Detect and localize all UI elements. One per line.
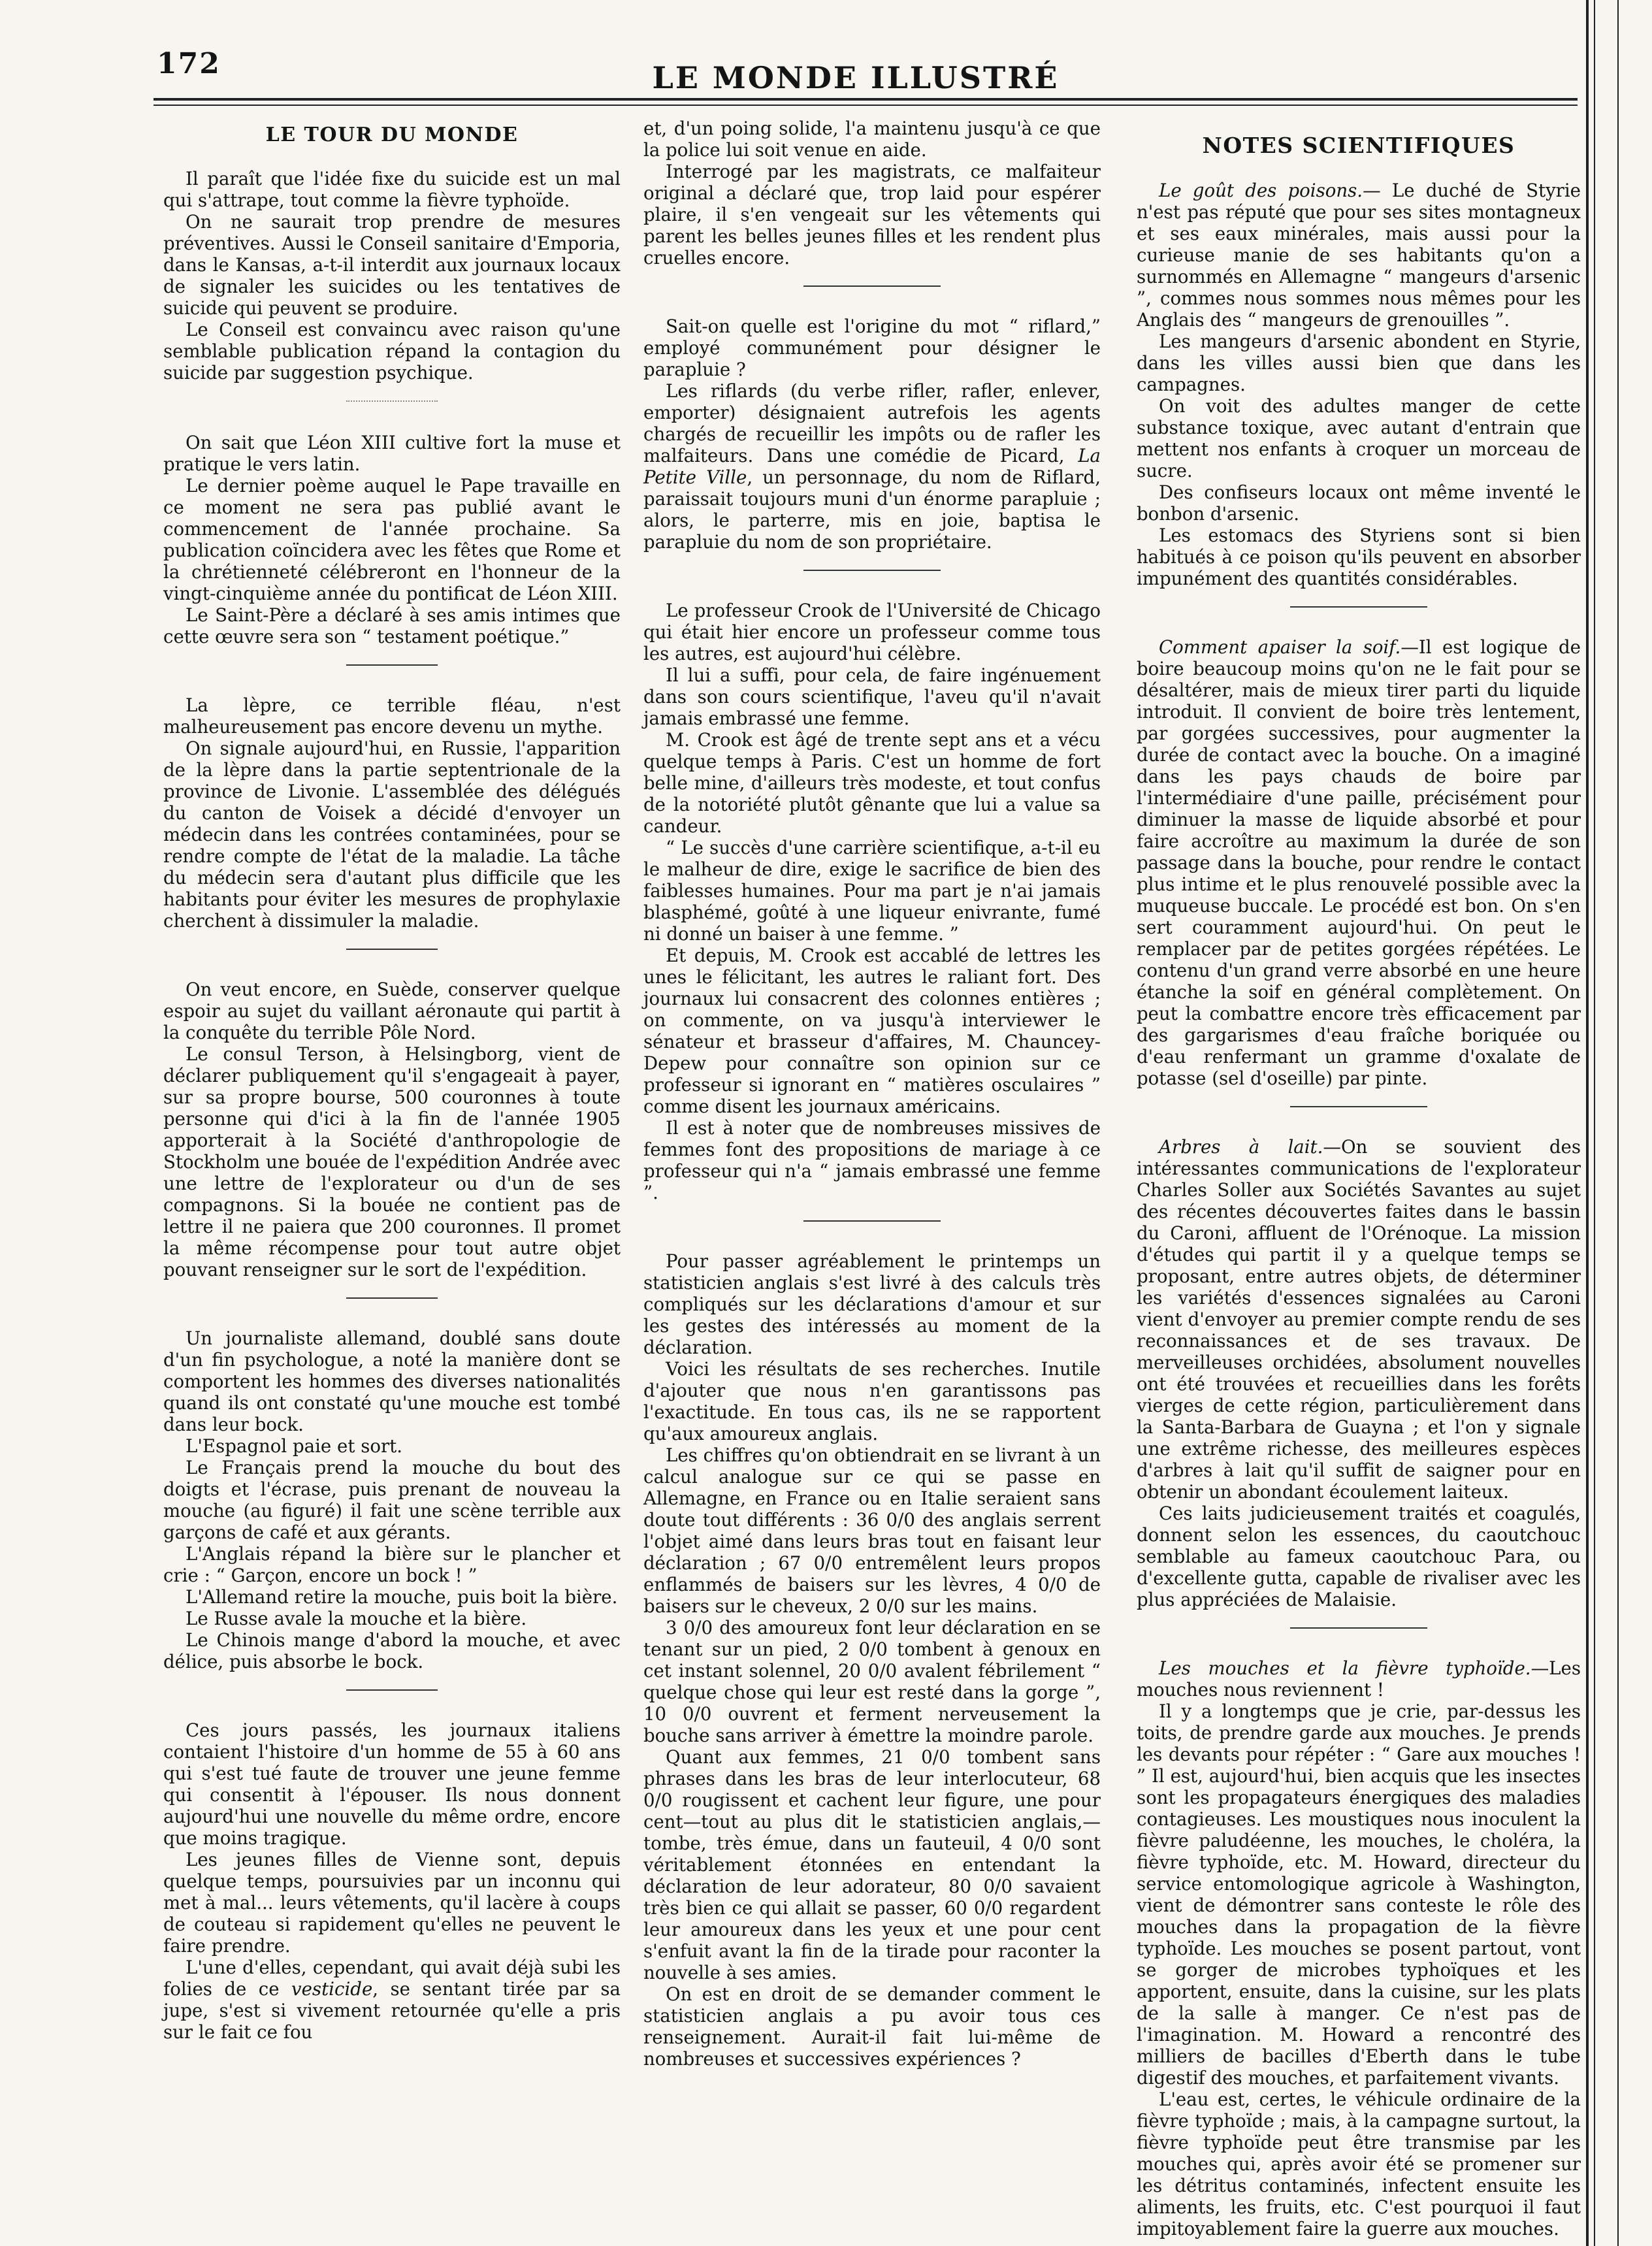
paragraph: Le consul Terson, à Helsingborg, vient de déclarer publiquement qu'il s'engageait à payer, sur sa propre bourse, 500 couronnes à toute personne qui d'ici à la fin de l'année 1905 apporterait à la Société d'anthropologie de Stockholm une bouée de l'expédition Andrée avec une lettre de l'explorateur ou d'un de ses compagnons. Si la bouée ne contient pas de lettre il ne paiera que 200 couronnes. Il promet la même récompense pour tout autre objet pouvant renseigner sur le sort de l'expédition. — [163, 1043, 621, 1280]
paragraph: Des confiseurs locaux ont même inventé le bonbon d'arsenic. — [1137, 481, 1581, 525]
paragraph — [1137, 180, 1581, 331]
text-run: L'une d'elles, cependant, qui avait déjà subi les folies de ce — [163, 1957, 621, 2000]
section-heading: NOTES SCIENTIFIQUES — [1202, 133, 1515, 158]
paragraph: Voici les résultats de ses recherches. Inutile d'ajouter que nous n'en garantissons pas l'exactitude. En tous cas, ils ne se rapportent qu'aux amoureux anglais. — [643, 1358, 1101, 1444]
column-middle — [643, 118, 1101, 2208]
paragraph: Le Russe avale la mouche et la bière. — [186, 1608, 527, 1629]
paragraph: Interrogé par les magistrats, ce malfaiteur original a déclaré que, trop laid pour espérer plaire, il s'en vengeait sur les vêtements qui parent les belles jeunes filles et les rendent plus cruelles encore. — [643, 161, 1101, 269]
text-run: — Le duché de Styrie n'est pas réputé que pour ses sites montagneux et ses eaux minérales, mais aussi pour la curieuse manie de ses habitants qu'on a surnommés en Allemagne “ mangeurs d'arsenic ”, commes nous sommes nous mêmes pour les Anglais des “ mangeurs de grenouilles ”. — [1137, 180, 1581, 331]
paragraph: M. Crook est âgé de trente sept ans et a vécu quelque temps à Paris. C'est un homme de fort belle mine, d'ailleurs très modeste, et tout confus de la notoriété plutôt gênante que lui a value sa candeur. — [643, 729, 1101, 837]
paragraph — [643, 380, 1101, 553]
paragraph: Et depuis, M. Crook est accablé de lettres les unes le félicitant, les autres le raliant fort. Des journaux lui consacrent des colonnes entières ; on commente, on va jusqu'à interviewer le sénateur et brasseur d'affaires, M. Chauncey-Depew pour connaître son opinion sur ce professeur si ignorant en “ matières osculaires ” comme disent les journaux américains. — [643, 945, 1101, 1117]
paragraph: Ces laits judicieusement traités et coagulés, donnent selon les essences, du caoutchouc semblable au fameux caoutchouc Para, ou d'excellente gutta, capable de rivaliser avec les plus appréciées de Malaisie. — [1137, 1503, 1581, 1610]
page-number: 172 — [157, 47, 221, 80]
paragraph: Les estomacs des Styriens sont si bien habitués à ce poison qu'ils peuvent en absorber impunément des quantités considérables. — [1137, 525, 1581, 589]
paragraph: On voit des adultes manger de cette substance toxique, avec autant d'entrain que mettent nos enfants à croquer un morceau de sucre. — [1137, 395, 1581, 481]
paragraph: Les chiffres qu'on obtiendrait en se livrant à un calcul analogue sur ce qui se passe en Allemagne, en France ou en Italie seraient sans doute tout différents : 36 0/0 des anglais serrent l'objet aimé dans leurs bras tout en faisant leur déclaration ; 67 0/0 entremêlent leurs propos enflammés de baisers sur les lèvres, 4 0/0 de baisers sur le cheveux, 2 0/0 sur les mains. — [643, 1444, 1101, 1617]
page-border — [1586, 0, 1589, 2246]
note-title: Les mouches et la fièvre typhoïde. — [1159, 1657, 1531, 1679]
text-run: , un personnage, du nom de Riflard, paraissait toujours muni d'un énorme parapluie ; alors, le parterre, mis en joie, baptisa le parapluie du nom de son propriétaire. — [643, 466, 1101, 553]
paragraph: Un journaliste allemand, doublé sans doute d'un fin psychologue, a noté la manière dont se comportent les hommes des diverses nationalités quand ils ont constaté qu'une mouche est tombé dans leur bock. — [163, 1327, 621, 1435]
paragraph: On est en droit de se demander comment le statisticien anglais a pu avoir tous ces renseignement. Aurait-il fait lui-même de nombreuses et successives expériences ? — [643, 1983, 1101, 2070]
separator — [803, 1220, 941, 1222]
paragraph: “ Le succès d'une carrière scientifique, a-t-il eu le malheur de dire, exige le sacrifice de bien des faiblesses humaines. Pour ma part je n'ai jamais blasphémé, goûté à une liqueur enivrante, fumé ni donné un baiser à une femme. ” — [643, 837, 1101, 945]
separator — [1290, 1627, 1427, 1629]
page-border — [1594, 0, 1595, 2246]
separator — [346, 664, 438, 666]
paragraph: Les mangeurs d'arsenic abondent en Styrie, dans les villes aussi bien que dans les campagnes. — [1137, 331, 1581, 395]
text-run: —On se souvient des intéressantes communications de l'explorateur Charles Soller aux Sociétés Savantes au sujet des récentes découvertes faites dans le bassin du Caroni, affluent de l'Orénoque. La mission d'études qui partit il y a quelque temps se proposant, entre autres objets, de déterminer les variétés d'essences signalées au Caroni vient d'envoyer au premier compte rendu de ses reconnaissances et de ses travaux. De merveilleuses orchidées, absolument nouvelles ont été trouvées et recueillies dans les forêts vierges de cette région, particulièrement dans la Santa-Barbara de Guayna ; et l'on y signale une extrême richesse, des meilleures espèces d'arbres à lait qu'il suffit de saigner pour en obtenir un abondant écoulement laiteux. — [1137, 1136, 1581, 1503]
paragraph: Le Chinois mange d'abord la mouche, et avec délice, puis absorbe le bock. — [163, 1629, 621, 1672]
paragraph: L'eau est, certes, le véhicule ordinaire de la fièvre typhoïde ; mais, à la campagne surtout, la fièvre typhoïde peut être transmise par les mouches qui, après avoir été se promener sur les détritus contaminés, infectent ensuite les aliments, les fruits, etc. C'est pourquoi il faut impitoyablement faire la guerre aux mouches. — [1137, 2089, 1581, 2239]
paragraph: 3 0/0 des amoureux font leur déclaration en se tenant sur un pied, 2 0/0 tombent à genoux en cet instant solennel, 20 0/0 avalent fébrilement “ quelque chose qui leur est resté dans la gorge ”, 10 0/0 ouvrent et ferment nerveusement la bouche sans arriver à émettre la moindre parole. — [643, 1617, 1101, 1746]
paragraph: Il paraît que l'idée fixe du suicide est un mal qui s'attrape, tout comme la fièvre typhoïde. — [163, 168, 621, 211]
paragraph: Il lui a suffi, pour cela, de faire ingénuement dans son cours scientifique, l'aveu qu'il n'avait jamais embrassé une femme. — [643, 664, 1101, 729]
separator — [803, 285, 941, 287]
masthead: LE MONDE ILLUSTRÉ — [652, 60, 1060, 95]
separator — [346, 1689, 438, 1691]
paragraph: On ne saurait trop prendre de mesures préventives. Aussi le Conseil sanitaire d'Emporia, dans le Kansas, a-t-il interdit aux journaux locaux de signaler les suicides ou les tentatives de suicide qui peuvent se produire. — [163, 211, 621, 319]
paragraph: La lèpre, ce terrible fléau, n'est malheureusement pas encore devenu un mythe. — [163, 694, 621, 738]
column-notes-scientifiques — [1137, 118, 1581, 2239]
header-rule — [154, 98, 1578, 101]
separator — [1290, 606, 1427, 608]
text-run: —Il est logique de boire beaucoup moins qu'on ne le fait pour se désaltérer, mais de mieux tirer parti du liquide introduit. Il convient de boire très lentement, par gorgées successives, pour augmenter la durée de contact avec la bouche. On a imaginé dans les pays chauds de boire par l'intermédiaire d'une paille, précisément pour diminuer la masse de liquide absorbé et pour faire accroître au maximum la durée de son passage dans la bouche, pour rendre le contact plus intime et le plus renouvelé possible avec la muqueuse buccale. Le procédé est bon. On s'en sert couramment aujourd'hui. On peut le remplacer par de petites gorgées répétées. Le contenu d'un grand verre absorbé en une heure étanche la soif en général complètement. On peut la combattre encore très efficacement par des gargarismes d'eau fraîche boriquée ou d'eau renfermant un gramme d'oxalate de potasse (sel d'oseille) par pinte. — [1137, 636, 1581, 1089]
paragraph: Le dernier poème auquel le Pape travaille en ce moment ne sera pas publié avant le commencement de l'année prochaine. Sa publication coïncidera avec les fêtes que Rome et la chrétienneté célébreront en l'honneur de la vingt-cinquième année du pontificat de Léon XIII. — [163, 475, 621, 604]
paragraph: Le professeur Crook de l'Université de Chicago qui était hier encore un professeur comme tous les autres, est aujourd'hui célèbre. — [643, 600, 1101, 664]
header-rule-thin — [154, 105, 1578, 106]
paragraph — [1137, 1657, 1581, 1701]
italic-title: La Petite Ville — [643, 445, 1101, 488]
paragraph: Sait-on quelle est l'origine du mot “ riflard,” employé communément pour désigner le parapluie ? — [643, 316, 1101, 380]
separator — [346, 949, 438, 950]
paragraph: Il y a longtemps que je crie, par-dessus les toits, de prendre garde aux mouches. Je prends les devants pour répéter : “ Gare aux mouches ! ” Il est, aujourd'hui, bien acquis que les insectes sont les propagateurs énergiques des maladies contagieuses. Les moustiques nous inoculent la fièvre paludéenne, les mouches, le choléra, la fièvre typhoïde, etc. M. Howard, directeur du service entomologique agricole à Washington, vient de démontrer sans conteste le rôle des mouches dans la propagation de la fièvre typhoïde. Les mouches se posent partout, vont se gorger de microbes typhoïques et les apportent, ensuite, dans la cuisine, sur les plats de la salle à manger. Ce n'est pas de l'imagination. M. Howard a rencontré des milliers de bacilles d'Eberth dans le tube digestif des mouches, et parfaitement vivants. — [1137, 1701, 1581, 2089]
note-title: Arbres à lait. — [1159, 1136, 1323, 1158]
text-run: —Les mouches nous reviennent ! — [1137, 1657, 1581, 1701]
note-title: Le goût des poisons. — [1159, 180, 1363, 201]
paragraph: Pour passer agréablement le printemps un statisticien anglais s'est livré à des calculs très compliqués sur les déclarations d'amour et sur les gestes des intéressés au moment de la déclaration. — [643, 1250, 1101, 1358]
separator — [346, 400, 438, 403]
paragraph: Quant aux femmes, 21 0/0 tombent sans phrases dans les bras de leur interlocuteur, 68 0/0 rougissent et cachent leur figure, une pour cent—tout au plus dit le statisticien anglais,—tombe, très émue, dans un fauteuil, 4 0/0 sont véritablement étonnées en entendant la déclaration de leur adorateur, 80 0/0 savaient très bien ce qui allait se passer, 60 0/0 regardent leur amoureux dans les yeux et une pour cent s'enfuit avant la fin de la tirade pour raconter la nouvelle à ses amies. — [643, 1746, 1101, 1983]
text-run: , se sentant tirée par sa jupe, s'est si vivement retournée qu'elle a pris sur le fait ce fou — [163, 1978, 621, 2043]
paragraph — [1137, 636, 1581, 1089]
page-border — [1617, 0, 1619, 2246]
paragraph: On signale aujourd'hui, en Russie, l'apparition de la lèpre dans la partie septentrionale de la province de Livonie. L'assemblée des délégués du canton de Voisek a décidé d'envoyer un médecin dans les contrées contaminées, pour se rendre compte de l'état de la maladie. La tâche du médecin sera d'autant plus difficile que les habitants pour éviter les mesures de prophylaxie cherchent à dissimuler la maladie. — [163, 738, 621, 932]
note-title: Comment apaiser la soif. — [1159, 636, 1401, 658]
paragraph: Le Saint-Père a déclaré à ses amis intimes que cette œuvre sera son “ testament poétique.” — [163, 604, 621, 647]
paragraph: Il est à noter que de nombreuses missives de femmes font des propositions de mariage à ce professeur qui n'a “ jamais embrassé une femme ”. — [643, 1117, 1101, 1203]
separator — [803, 570, 941, 571]
separator — [1290, 1106, 1427, 1107]
paragraph: Ces jours passés, les journaux italiens contaient l'histoire d'un homme de 55 à 60 ans qui s'est tué faute de trouver une jeune femme qui consentit à l'épouser. Ils nous donnent aujourd'hui une nouvelle du même ordre, encore que moins tragique. — [163, 1719, 621, 1849]
section-heading: LE TOUR DU MONDE — [265, 123, 519, 146]
paragraph: On veut encore, en Suède, conserver quelque espoir au sujet du vaillant aéronaute qui partit à la conquête du terrible Pôle Nord. — [163, 979, 621, 1043]
separator — [346, 1297, 438, 1299]
paragraph — [1137, 1136, 1581, 1503]
paragraph: Le Conseil est convaincu avec raison qu'une semblable publication répand la contagion du suicide par suggestion psychique. — [163, 319, 621, 383]
paragraph: Les jeunes filles de Vienne sont, depuis quelque temps, poursuivies par un inconnu qui met à mal... leurs vêtements, qu'il lacère à coups de couteau si rapidement qu'elles ne peuvent le faire prendre. — [163, 1849, 621, 1957]
italic-term: vesticide — [291, 1978, 373, 2000]
paragraph: L'Allemand retire la mouche, puis boit la bière. — [186, 1586, 618, 1608]
text-run: Les riflards (du verbe rifler, rafler, enlever, emporter) désignaient autrefois les agents chargés de recueillir les impôts ou de rafler les malfaiteurs. Dans une comédie de Picard, — [643, 380, 1101, 466]
paragraph: L'Anglais répand la bière sur le plancher et crie : “ Garçon, encore un bock ! ” — [163, 1543, 621, 1586]
column-tour-du-monde — [163, 118, 621, 2208]
paragraph: On sait que Léon XIII cultive fort la muse et pratique le vers latin. — [163, 432, 621, 475]
paragraph — [163, 1957, 621, 2043]
paragraph: Le Français prend la mouche du bout des doigts et l'écrase, puis prenant de nouveau la mouche (au figuré) il fait une scène terrible aux garçons de café et aux gérants. — [163, 1457, 621, 1543]
paragraph: et, d'un poing solide, l'a maintenu jusqu'à ce que la police lui soit venue en aide. — [643, 118, 1101, 161]
paragraph: L'Espagnol paie et sort. — [186, 1435, 403, 1457]
